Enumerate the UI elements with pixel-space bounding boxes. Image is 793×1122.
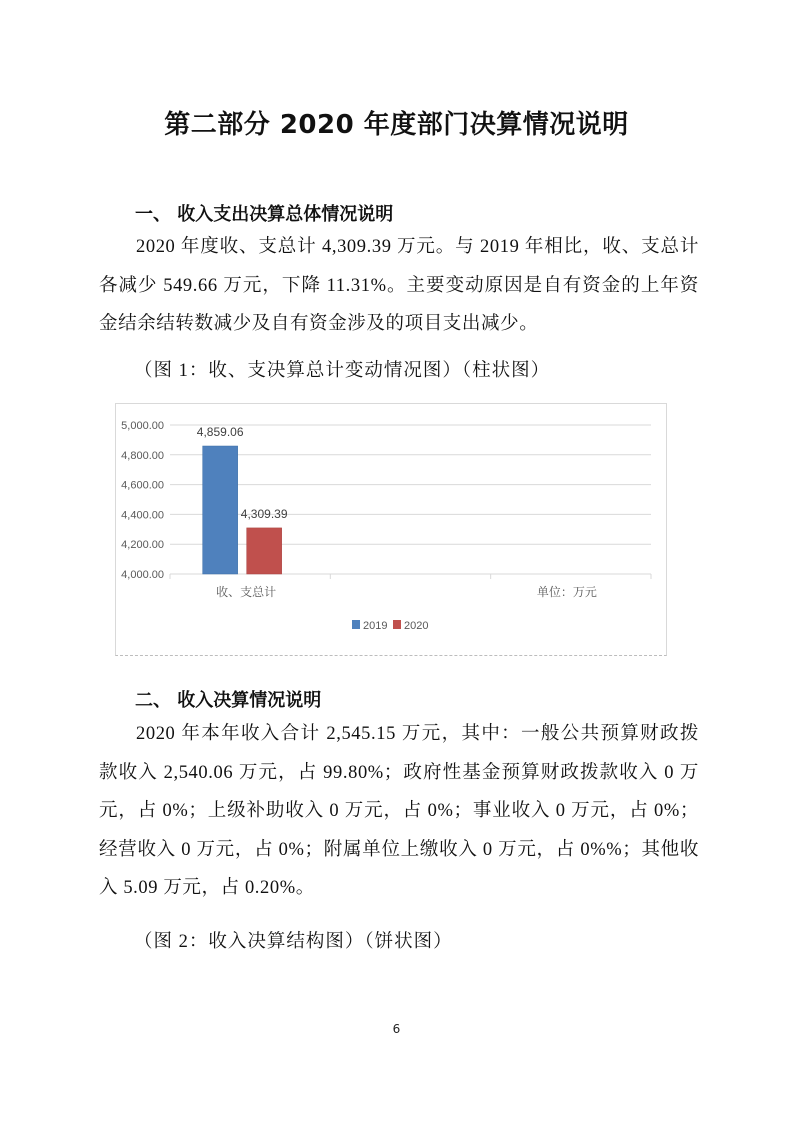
- chart-x-axis: [170, 574, 651, 599]
- page-title: 第二部分 2020 年度部门决算情况说明: [164, 110, 629, 140]
- section-paragraph-2: 2020 年本年收入合计 2,545.15 万元，其中：一般公共预算财政拨款收入 2,540.06 万元，占 99.80%；政府性基金预算财政拨款收入 0 万元，占 0%；上级补助收入 0 万元，占 0%；事业收入 0 万元，占 0%；经营收入 0 万元，占 0%；附属单位上缴收入 0 万元，占 0%%；其他收入 5.09 万元，占 0.20%。: [99, 724, 699, 898]
- chart-y-tick-labels: [121, 420, 164, 581]
- page-number: 6: [392, 1022, 401, 1036]
- y-tick-label: 4,000.00: [121, 569, 164, 581]
- data-label-2020: 4,309.39: [240, 506, 288, 521]
- section-paragraph-1: 2020 年度收、支总计 4,309.39 万元。与 2019 年相比，收、支总计各减少 549.66 万元，下降 11.31%。主要变动原因是自有资金的上年资金结余结转数减少及自有资金涉及的项目支出减少。: [99, 237, 699, 334]
- legend-label-2020: 2020: [404, 620, 429, 632]
- section-heading-2: 二、 收入决算情况说明: [135, 690, 322, 711]
- bar-chart: [116, 404, 666, 655]
- bar-2019: [203, 446, 238, 574]
- data-label-2019: 4,859.06: [196, 425, 244, 440]
- legend-swatch-2019: [352, 620, 360, 629]
- y-tick-label: 4,600.00: [121, 479, 164, 492]
- x-category-label: 收、支总计: [216, 585, 277, 599]
- bar-2020: [247, 528, 282, 574]
- y-tick-label: 4,800.00: [121, 449, 164, 462]
- figure-caption-2: （图 2：收入决算结构图）（饼状图）: [134, 932, 453, 952]
- chart-bars: [197, 425, 288, 574]
- chart-frame: [115, 403, 667, 656]
- legend-swatch-2020: [393, 620, 401, 629]
- y-tick-label: 4,400.00: [121, 509, 164, 522]
- y-tick-label: 5,000.00: [121, 420, 164, 432]
- y-tick-label: 4,200.00: [121, 539, 164, 552]
- x-category-label: 单位：万元: [536, 585, 597, 599]
- section-heading-1: 一、 收入支出决算总体情况说明: [135, 204, 394, 225]
- chart-legend: [352, 620, 428, 632]
- legend-label-2019: 2019: [363, 620, 388, 632]
- figure-caption-1: （图 1：收、支决算总计变动情况图）（柱状图）: [134, 361, 551, 381]
- chart-gridlines: [170, 425, 651, 574]
